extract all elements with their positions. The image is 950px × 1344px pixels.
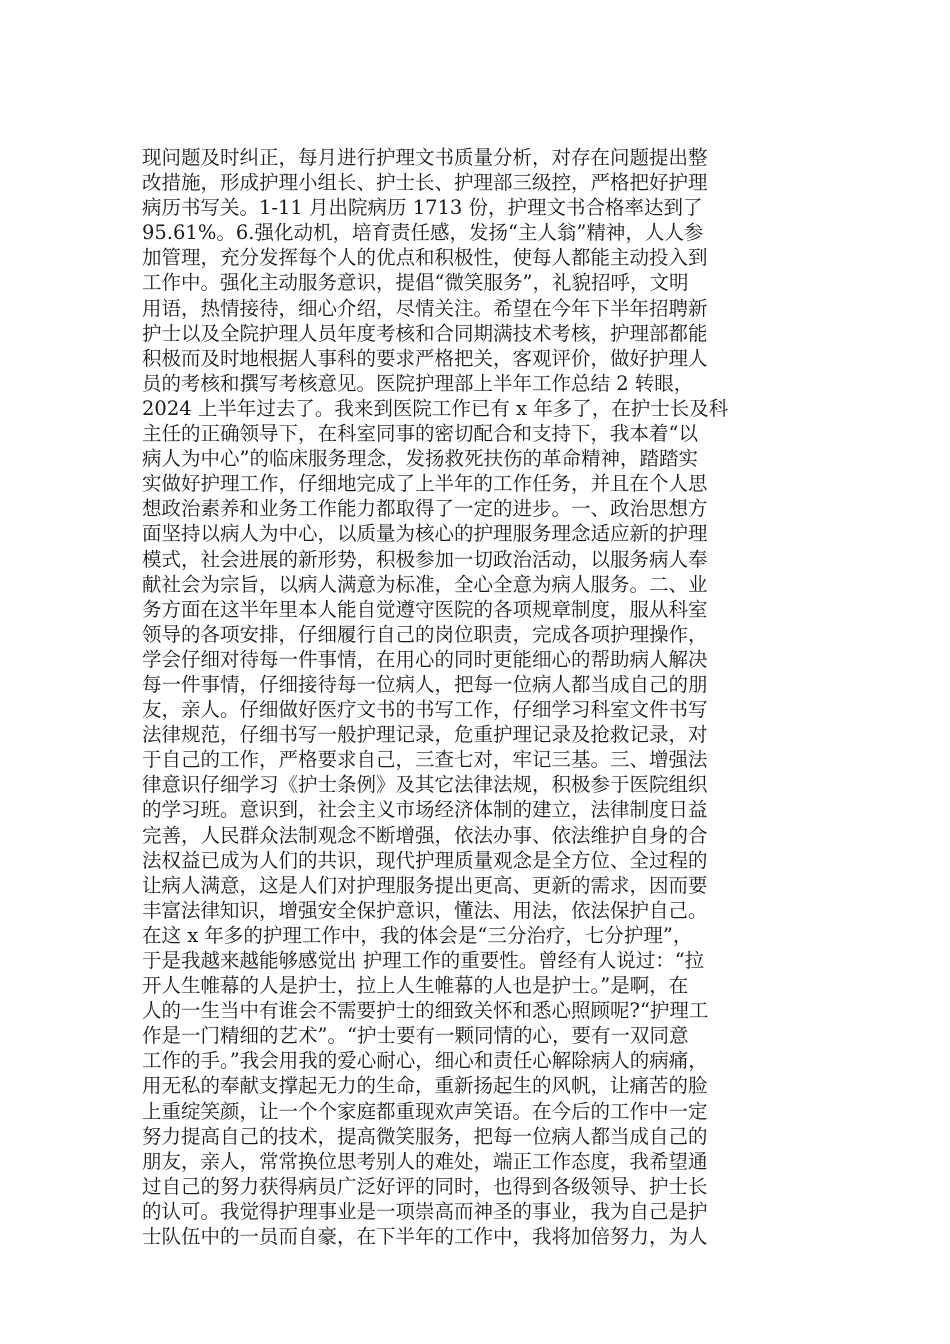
text-line: 模式，社会进展的新形势，积极参加一切政治活动，以服务病人奉	[142, 547, 708, 571]
text-line: 朋友，亲人，常常换位思考别人的难处，端正工作态度，我希望通	[142, 1149, 708, 1173]
text-line: 律意识仔细学习《护士条例》及其它法律法规，积极参于医院组织	[142, 773, 708, 797]
text-line: 让病人满意，这是人们对护理服务提出更高、更新的需求，因而要	[142, 873, 708, 897]
text-line: 实做好护理工作，仔细地完成了上半年的工作任务，并且在个人思	[142, 472, 708, 496]
text-line: 病历书写关。1-11 月出院病历 1713 份，护理文书合格率达到了	[142, 196, 703, 220]
text-line: 的认可。我觉得护理事业是一项崇高而神圣的事业，我为自己是护	[142, 1199, 708, 1223]
text-line: 于自己的工作，严格要求自己，三查七对，牢记三基。三、增强法	[142, 748, 708, 772]
text-line: 主任的正确领导下，在科室同事的密切配合和支持下，我本着“以	[142, 422, 698, 446]
text-line: 友，亲人。仔细做好医疗文书的书写工作，仔细学习科室文件书写	[142, 698, 708, 722]
text-line: 病人为中心”的临床服务理念，发扬救死扶伤的革命精神，踏踏实	[142, 447, 698, 471]
text-line: 努力提高自己的技术，提高微笑服务，把每一位病人都当成自己的	[142, 1124, 708, 1148]
text-line: 2024 上半年过去了。我来到医院工作已有 x 年多了，在护士长及科	[142, 396, 729, 420]
text-line: 积极而及时地根据人事科的要求严格把关，客观评价，做好护理人	[142, 346, 708, 370]
text-line: 过自己的努力获得病员广泛好评的同时，也得到各级领导、护士长	[142, 1174, 708, 1198]
text-line: 面坚持以病人为中心，以质量为核心的护理服务理念适应新的护理	[142, 522, 708, 546]
text-line: 上重绽笑颜，让一个个家庭都重现欢声笑语。在今后的工作中一定	[142, 1099, 708, 1123]
text-line: 法律规范，仔细书写一般护理记录，危重护理记录及抢救记录，对	[142, 723, 708, 747]
text-line: 每一件事情，仔细接待每一位病人，把每一位病人都当成自己的朋	[142, 672, 708, 696]
text-line: 员的考核和撰写考核意见。医院护理部上半年工作总结 2 转眼，	[142, 371, 694, 395]
text-line: 在这 x 年多的护理工作中，我的体会是“三分治疗，七分护理”，	[142, 923, 693, 947]
text-line: 改措施，形成护理小组长、护士长、护理部三级控，严格把好护理	[142, 171, 708, 195]
text-line: 作是一门精细的艺术”。“护士要有一颗同情的心，要有一双同意	[142, 1024, 689, 1048]
text-line: 用语，热情接待，细心介绍，尽情关注。希望在今年下半年招聘新	[142, 296, 708, 320]
text-line: 95.61%。6.强化动机，培育责任感，发扬“主人翁”精神，人人参	[142, 221, 704, 245]
text-line: 开人生帷幕的人是护士，拉上人生帷幕的人也是护士。”是啊，在	[142, 974, 689, 998]
text-line: 学会仔细对待每一件事情，在用心的同时更能细心的帮助病人解决	[142, 647, 708, 671]
text-line: 法权益已成为人们的共识，现代护理质量观念是全方位、全过程的	[142, 848, 708, 872]
text-line: 工作中。强化主动服务意识，提倡“微笑服务”，礼貌招呼，文明	[142, 271, 689, 295]
text-line: 丰富法律知识，增强安全保护意识，懂法、用法，依法保护自己。	[142, 898, 708, 922]
text-line: 务方面在这半年里本人能自觉遵守医院的各项规章制度，服从科室	[142, 597, 708, 621]
text-line: 领导的各项安排，仔细履行自己的岗位职责，完成各项护理操作，	[142, 622, 708, 646]
text-line: 于是我越来越能够感觉出 护理工作的重要性。曾经有人说过：“拉	[142, 949, 705, 972]
text-line: 工作的手。”我会用我的爱心耐心，细心和责任心解除病人的病痛，	[142, 1049, 708, 1073]
text-line: 的学习班。意识到，社会主义市场经济体制的建立，法律制度日益	[142, 798, 708, 822]
text-line: 人的一生当中有谁会不需要护士的细致关怀和悉心照顾呢?“护理工	[142, 999, 709, 1023]
text-line: 护士以及全院护理人员年度考核和合同期满技术考核，护理部都能	[142, 321, 708, 345]
text-line: 献社会为宗旨，以病人满意为标准，全心全意为病人服务。二、业	[142, 572, 708, 596]
text-line: 加管理，充分发挥每个人的优点和积极性，使每人都能主动投入到	[142, 246, 708, 270]
text-line: 用无私的奉献支撑起无力的生命，重新扬起生的风帆，让痛苦的脸	[142, 1074, 708, 1098]
text-line: 想政治素养和业务工作能力都取得了一定的进步。一、政治思想方	[142, 497, 708, 521]
body-text	[142, 145, 812, 1249]
text-line: 完善，人民群众法制观念不断增强，依法办事、依法维护自身的合	[142, 823, 708, 847]
text-line: 士队伍中的一员而自豪，在下半年的工作中，我将加倍努力，为人	[142, 1225, 708, 1249]
text-line: 现问题及时纠正，每月进行护理文书质量分析，对存在问题提出整	[142, 146, 708, 169]
